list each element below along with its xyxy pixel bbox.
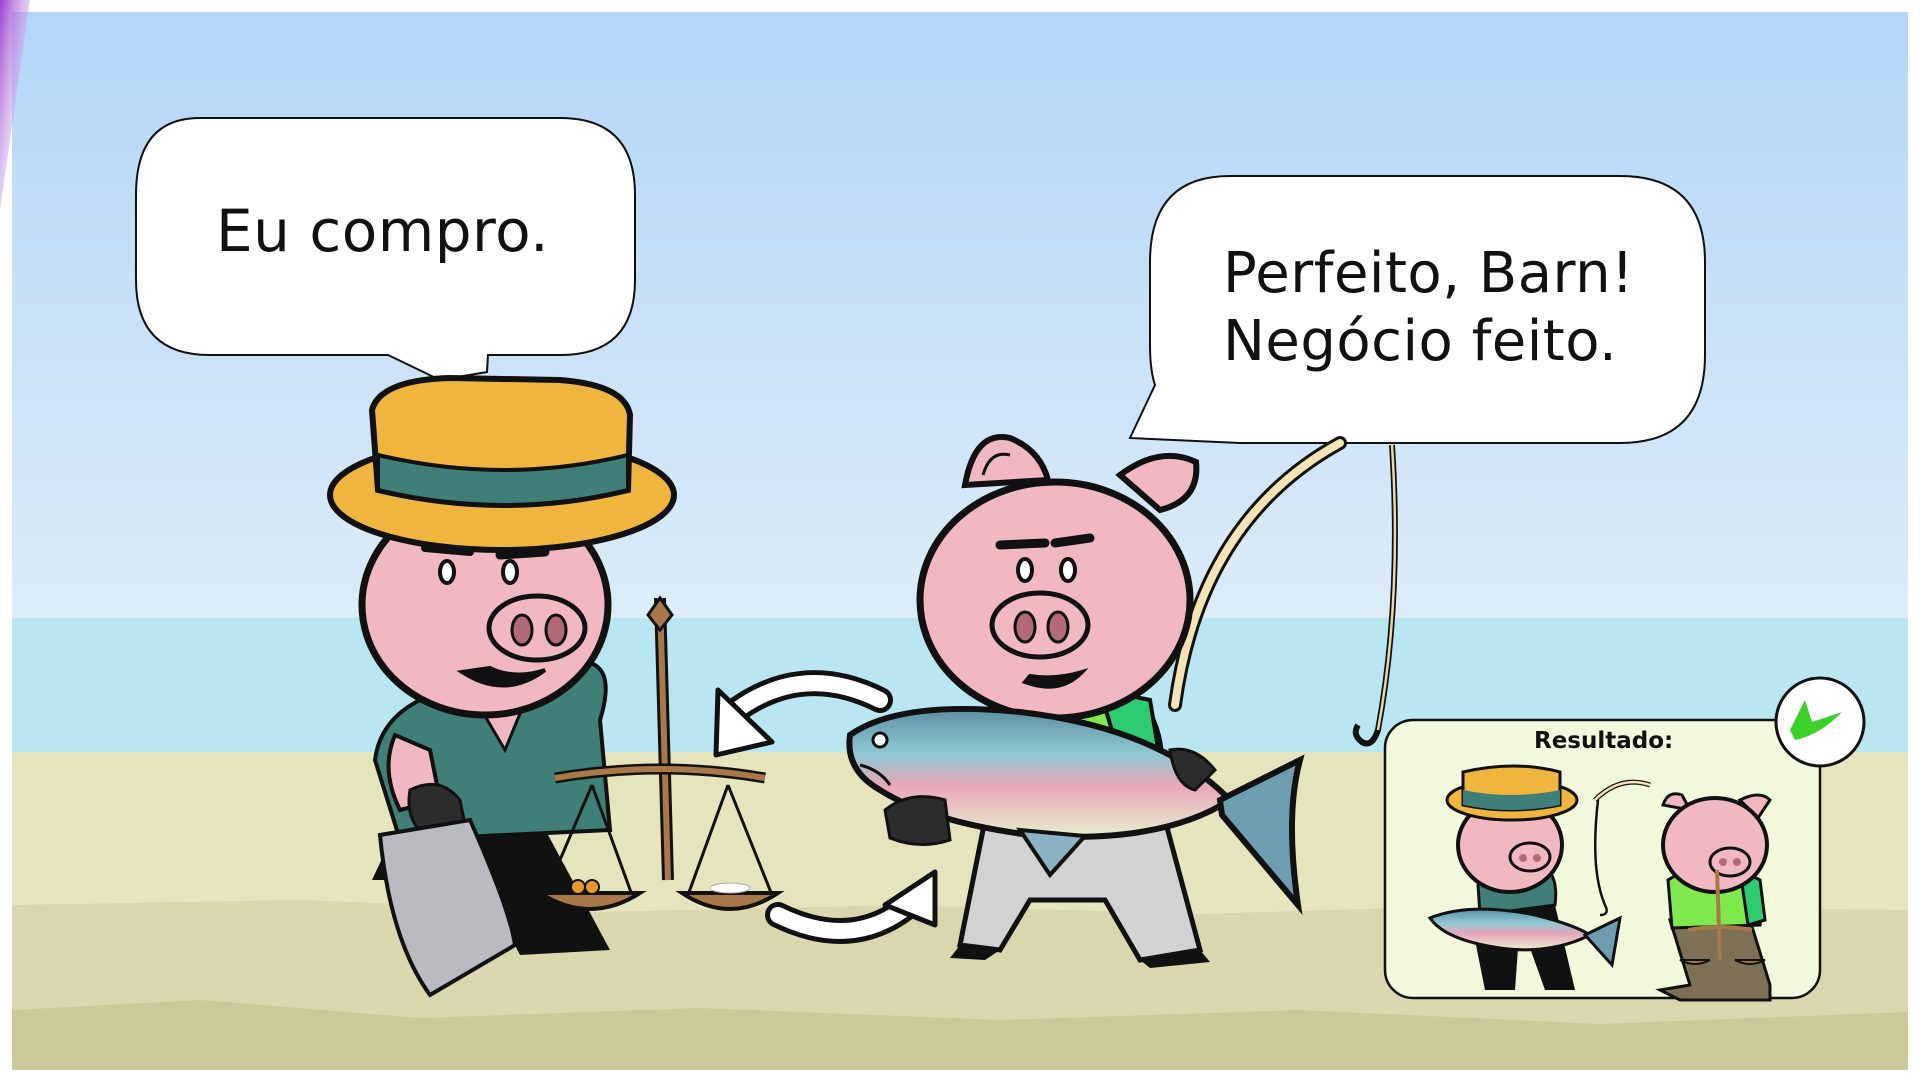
speech-text-left: Eu compro. [216,197,550,265]
result-label: Resultado: [1534,728,1674,754]
check-badge [1776,678,1864,766]
glove-left-on-fish [885,797,950,845]
result-panel [1385,720,1820,1000]
pig-barn-snout [489,596,585,660]
speech-text-right: Perfeito, Barn! Negócio feito. [1223,241,1635,375]
pig-fisher-snout [992,593,1088,657]
